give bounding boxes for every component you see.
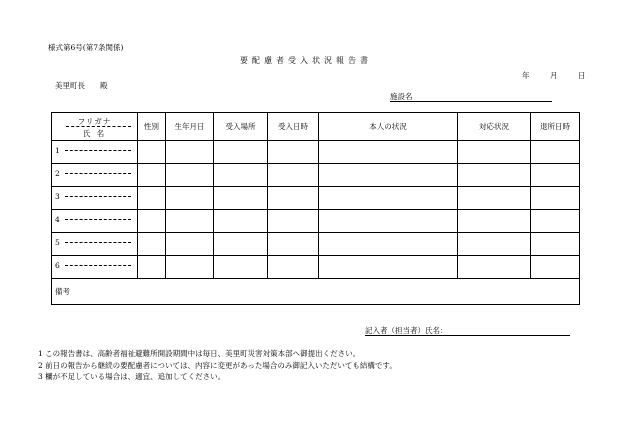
- name-cell[interactable]: [52, 141, 138, 164]
- response-cell[interactable]: [458, 210, 531, 233]
- signature-field[interactable]: [365, 325, 570, 336]
- table-row: [52, 210, 580, 233]
- condition-cell[interactable]: [319, 256, 458, 279]
- facility-name-label: 施設名: [390, 92, 413, 101]
- remarks-cell[interactable]: [52, 279, 580, 305]
- name-cell[interactable]: [52, 233, 138, 256]
- response-cell[interactable]: [458, 187, 531, 210]
- document-title: 要配慮者受入状況報告書: [240, 56, 372, 65]
- receiving-place-cell[interactable]: [214, 210, 268, 233]
- furigana-divider: [65, 265, 131, 266]
- header-receiving-datetime: 受入日時: [268, 113, 319, 141]
- gender-cell[interactable]: [138, 256, 166, 279]
- birthdate-cell[interactable]: [166, 210, 214, 233]
- header-gender: 性別: [138, 113, 166, 141]
- furigana-divider: [65, 219, 131, 220]
- header-receiving-place: 受入場所: [214, 113, 268, 141]
- name-cell[interactable]: [52, 164, 138, 187]
- date-year-label: 年: [522, 71, 530, 80]
- date-month-label: 月: [550, 71, 558, 80]
- condition-cell[interactable]: [319, 141, 458, 164]
- row-number: 1: [55, 146, 60, 155]
- receiving-place-cell[interactable]: [214, 187, 268, 210]
- name-cell[interactable]: [52, 210, 138, 233]
- receiving-datetime-cell[interactable]: [268, 233, 319, 256]
- receiving-place-cell[interactable]: [214, 141, 268, 164]
- birthdate-cell[interactable]: [166, 141, 214, 164]
- table-row: [52, 256, 580, 279]
- table-row: [52, 233, 580, 256]
- name-cell[interactable]: [52, 187, 138, 210]
- row-number: 3: [55, 192, 60, 201]
- header-leaving-datetime: 退所日時: [531, 113, 580, 141]
- receiving-datetime-cell[interactable]: [268, 210, 319, 233]
- leaving-datetime-cell[interactable]: [531, 210, 580, 233]
- receiving-datetime-cell[interactable]: [268, 164, 319, 187]
- condition-cell[interactable]: [319, 233, 458, 256]
- furigana-divider: [65, 242, 131, 243]
- birthdate-cell[interactable]: [166, 256, 214, 279]
- name-cell[interactable]: [52, 256, 138, 279]
- note-item: 3 欄が不足している場合は、適宜、追加してください。: [38, 372, 226, 381]
- row-number: 4: [55, 215, 60, 224]
- signature-label: 記入者（担当者）氏名：: [365, 326, 448, 335]
- furigana-divider: [65, 173, 131, 174]
- header-name-cell: [52, 113, 138, 141]
- receiving-place-cell[interactable]: [214, 233, 268, 256]
- header-response: 対応状況: [458, 113, 531, 141]
- row-number: 2: [55, 169, 60, 178]
- receiving-datetime-cell[interactable]: [268, 187, 319, 210]
- birthdate-cell[interactable]: [166, 187, 214, 210]
- response-cell[interactable]: [458, 256, 531, 279]
- response-cell[interactable]: [458, 141, 531, 164]
- condition-cell[interactable]: [319, 210, 458, 233]
- furigana-divider: [65, 196, 131, 197]
- header-furigana: フリガナ: [77, 117, 112, 126]
- header-name: 氏 名: [82, 129, 107, 138]
- birthdate-cell[interactable]: [166, 233, 214, 256]
- row-number: 6: [55, 261, 60, 270]
- gender-cell[interactable]: [138, 187, 166, 210]
- birthdate-cell[interactable]: [166, 164, 214, 187]
- receiving-datetime-cell[interactable]: [268, 256, 319, 279]
- table-row: [52, 141, 580, 164]
- report-table: [51, 112, 580, 305]
- remarks-label: 備考: [55, 287, 70, 296]
- form-number: 様式第6号(第7条関係): [48, 43, 124, 52]
- table-row: [52, 187, 580, 210]
- condition-cell[interactable]: [319, 187, 458, 210]
- note-item: 2 前日の報告から継続の要配慮者については、内容に変更があった場合のみ御記入いただいても結構です。: [38, 360, 397, 370]
- header-condition: 本人の状況: [319, 113, 458, 141]
- leaving-datetime-cell[interactable]: [531, 233, 580, 256]
- facility-name-field[interactable]: [390, 91, 552, 102]
- remarks-row: [52, 279, 580, 305]
- response-cell[interactable]: [458, 164, 531, 187]
- gender-cell[interactable]: [138, 233, 166, 256]
- leaving-datetime-cell[interactable]: [531, 164, 580, 187]
- gender-cell[interactable]: [138, 210, 166, 233]
- gender-cell[interactable]: [138, 141, 166, 164]
- header-divider-dashed: [66, 126, 131, 127]
- gender-cell[interactable]: [138, 164, 166, 187]
- receiving-place-cell[interactable]: [214, 164, 268, 187]
- header-birthdate: 生年月日: [166, 113, 214, 141]
- leaving-datetime-cell[interactable]: [531, 187, 580, 210]
- receiving-place-cell[interactable]: [214, 256, 268, 279]
- leaving-datetime-cell[interactable]: [531, 141, 580, 164]
- condition-cell[interactable]: [319, 164, 458, 187]
- addressee-honorific: 殿: [100, 81, 108, 90]
- table-row: [52, 164, 580, 187]
- addressee-town: 美里町長: [55, 81, 85, 90]
- receiving-datetime-cell[interactable]: [268, 141, 319, 164]
- note-item: 1 この報告書は、高齢者福祉避難所開設期間中は毎日、美里町災害対策本部へ御提出ください。: [38, 349, 361, 358]
- notes-list: [38, 348, 397, 383]
- date-day-label: 日: [578, 71, 586, 80]
- furigana-divider: [65, 150, 131, 151]
- leaving-datetime-cell[interactable]: [531, 256, 580, 279]
- table-header-row: [52, 113, 580, 141]
- response-cell[interactable]: [458, 233, 531, 256]
- row-number: 5: [55, 238, 60, 247]
